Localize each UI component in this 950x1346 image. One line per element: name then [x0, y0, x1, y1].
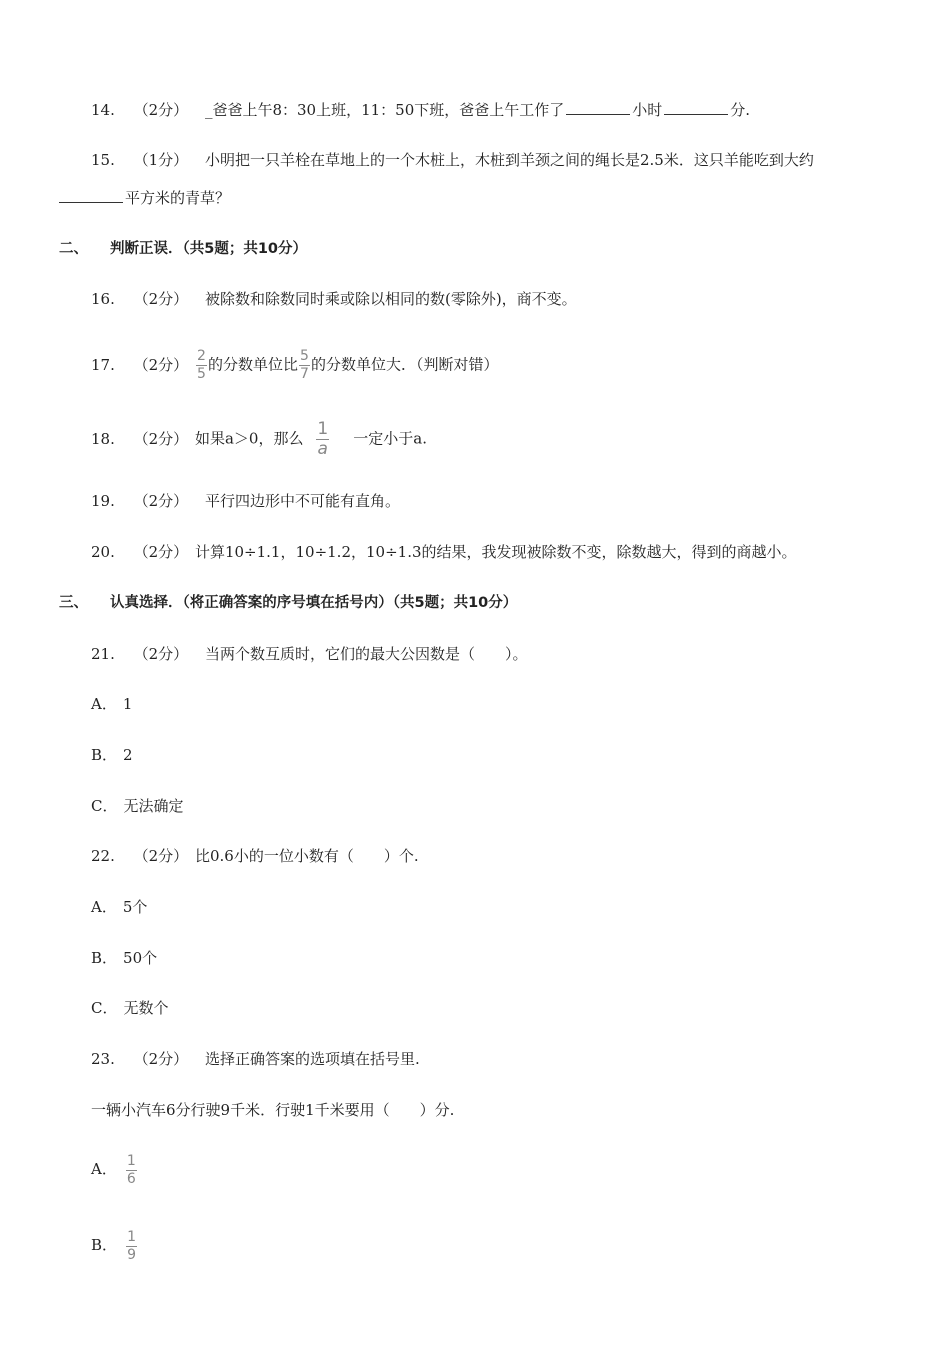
- answer-blank[interactable]: [664, 100, 728, 115]
- option-label: A．: [91, 695, 117, 713]
- question-points: （2分）: [133, 1050, 189, 1068]
- question-text: 的分数单位大．（判断对错）: [310, 355, 499, 374]
- section-heading-2: [59, 239, 307, 259]
- question-points: （2分）: [133, 645, 189, 663]
- fraction-numerator: 1: [317, 419, 329, 439]
- question-text: 平行四边形中不可能有直角。: [204, 492, 400, 510]
- question-number: 21.: [91, 645, 115, 663]
- question-text: 一定小于a.: [353, 429, 427, 448]
- option-b[interactable]: [91, 948, 157, 968]
- fraction-numerator: 1: [127, 1228, 136, 1245]
- option-b[interactable]: [91, 745, 133, 765]
- fraction: [126, 1154, 137, 1187]
- question-points: （2分）: [133, 101, 189, 119]
- fraction: [126, 1230, 137, 1263]
- question-text: 当两个数互质时，它们的最大公因数是（ ）。: [204, 645, 528, 663]
- question-points: （2分）: [133, 492, 189, 510]
- option-c[interactable]: [91, 796, 184, 816]
- fraction-denominator: 6: [126, 1170, 136, 1187]
- fraction-numerator: 2: [197, 348, 206, 364]
- question-points: （1分）: [133, 151, 189, 169]
- option-label: B．: [91, 949, 118, 967]
- fraction-denominator: 5: [197, 366, 206, 382]
- fraction-numerator: 1: [126, 1152, 136, 1169]
- option-text: 5个: [122, 898, 148, 916]
- question-text: 分.: [730, 101, 751, 119]
- question-number: 18.: [91, 429, 115, 448]
- question-text: 小时: [632, 101, 663, 119]
- section-index: 三、: [59, 595, 88, 611]
- question-number: 15.: [91, 151, 115, 169]
- answer-blank[interactable]: [566, 100, 630, 115]
- option-a[interactable]: [91, 694, 132, 714]
- section-index: 二、: [59, 241, 88, 257]
- question-17: [91, 349, 499, 382]
- option-text: 50个: [123, 949, 158, 967]
- fraction-denominator: 9: [127, 1246, 136, 1263]
- option-text: 1: [122, 695, 133, 713]
- question-20: [91, 542, 797, 562]
- question-points: （2分）: [133, 543, 189, 561]
- fraction: [316, 421, 329, 458]
- question-points: （2分）: [133, 429, 189, 448]
- question-number: 22.: [91, 847, 115, 865]
- option-text: 2: [123, 746, 133, 764]
- question-14: [91, 100, 750, 120]
- question-points: （2分）: [133, 847, 189, 865]
- question-text: 的分数单位比: [207, 355, 298, 374]
- question-23-stem: [91, 1100, 454, 1120]
- question-number: 20.: [91, 543, 115, 561]
- option-c[interactable]: [91, 998, 169, 1018]
- option-label: B．: [91, 1236, 118, 1254]
- option-text: 无法确定: [123, 797, 184, 815]
- option-text: 无数个: [123, 999, 169, 1017]
- question-text: 平方米的青草？: [125, 189, 231, 207]
- question-18: [91, 421, 427, 458]
- question-number: 14.: [91, 101, 115, 119]
- section-title: 判断正误．（共5题；共10分）: [110, 241, 308, 257]
- question-number: 23.: [91, 1050, 115, 1068]
- question-text: 选择正确答案的选项填在括号里.: [204, 1050, 420, 1068]
- option-label: A．: [91, 898, 117, 916]
- question-points: （2分）: [133, 290, 189, 308]
- fraction-denominator: a: [317, 439, 328, 459]
- option-a[interactable]: [91, 1152, 138, 1187]
- question-number: 17.: [91, 355, 115, 374]
- question-text: 计算10÷1.1，10÷1.2，10÷1.3的结果，我发现被除数不变，除数越大，得到的商越小。: [194, 543, 797, 561]
- option-label: A．: [91, 1160, 117, 1178]
- question-16: [91, 289, 577, 309]
- question-23: [91, 1049, 420, 1069]
- question-21: [91, 644, 527, 664]
- option-label: B．: [91, 746, 118, 764]
- answer-blank[interactable]: [59, 188, 123, 203]
- option-label: C．: [91, 797, 118, 815]
- question-22: [91, 846, 419, 866]
- option-b[interactable]: [91, 1228, 138, 1263]
- question-text: 比0.6小的一位小数有（ ）个.: [194, 847, 419, 865]
- question-text: 如果a＞0，那么: [194, 429, 304, 448]
- option-a[interactable]: [91, 897, 147, 917]
- fraction: [196, 349, 207, 382]
- fraction: [299, 349, 310, 382]
- question-text: 小明把一只羊栓在草地上的一个木桩上，木桩到羊颈之间的绳长是2.5米．这只羊能吃到大约: [204, 151, 814, 169]
- option-label: C．: [91, 999, 118, 1017]
- question-number: 19.: [91, 492, 115, 510]
- question-text: 被除数和除数同时乘或除以相同的数(零除外)，商不变。: [204, 290, 577, 308]
- question-number: 16.: [91, 290, 115, 308]
- section-heading-3: [59, 593, 517, 613]
- question-text: 一辆小汽车6分行驶9千米．行驶1千米要用（ ）分.: [91, 1101, 455, 1119]
- question-19: [91, 491, 400, 511]
- question-15: [91, 150, 814, 170]
- section-title: 认真选择．（将正确答案的序号填在括号内）（共5题；共10分）: [110, 595, 518, 611]
- question-text: _爸爸上午8：30上班，11：50下班，爸爸上午工作了: [204, 101, 565, 119]
- fraction-numerator: 5: [300, 348, 309, 364]
- fraction-denominator: 7: [300, 366, 309, 382]
- question-15-continued: [59, 188, 230, 208]
- question-points: （2分）: [133, 355, 189, 374]
